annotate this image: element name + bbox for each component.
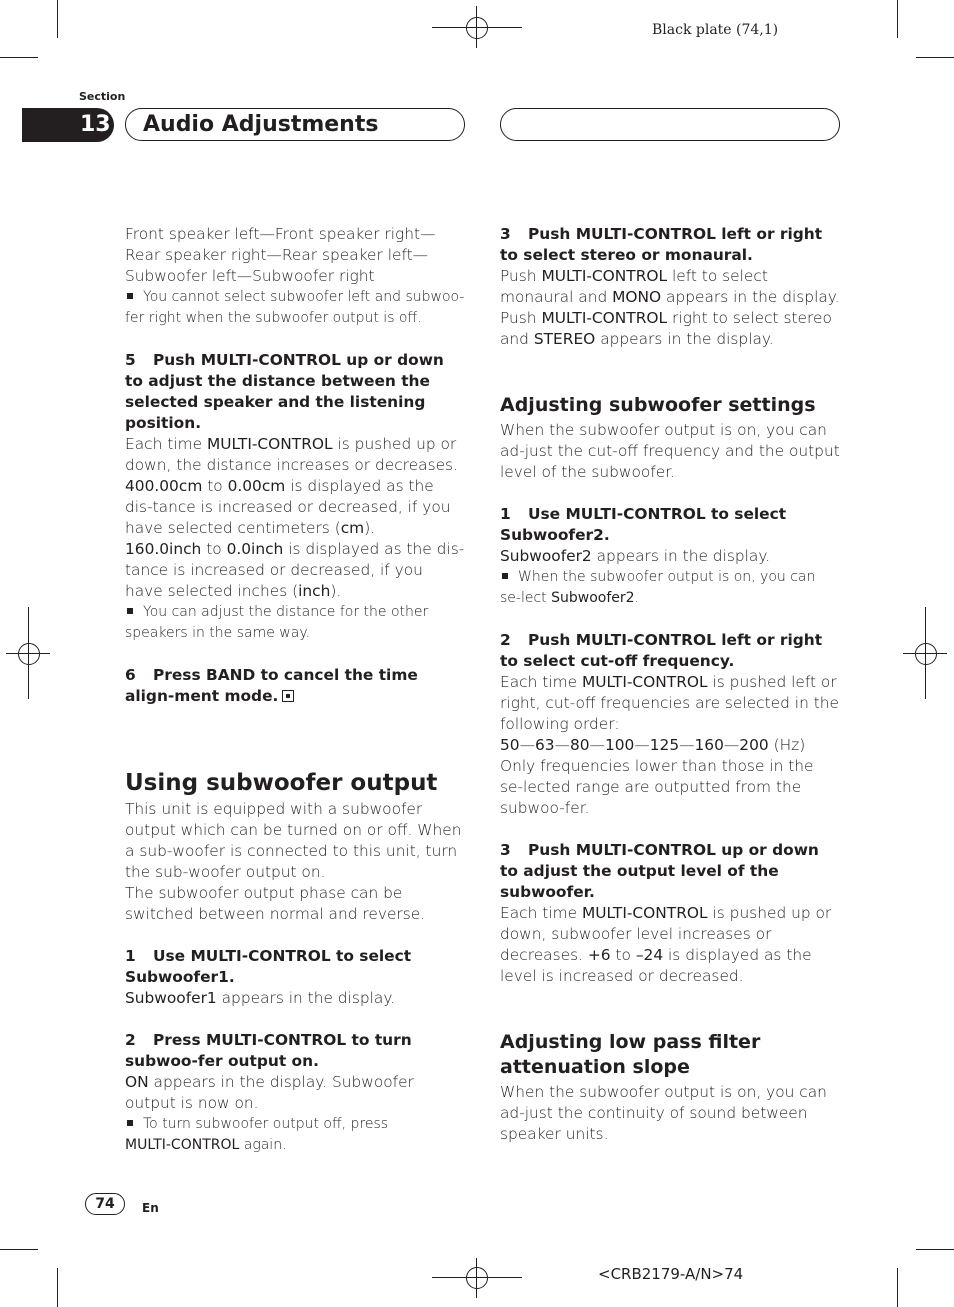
step-body: Push MULTI-CONTROL left to select monaural and MONO appears in the display. Push MULTI-CONTROL right to select stereo and STEREO appears in the display. [500,267,840,348]
crop-mark [57,0,58,38]
right-column [500,224,840,1145]
header-empty-box [500,108,840,141]
end-mark-icon [282,690,294,702]
registration-mark-left [28,607,29,699]
section-title: Audio Adjustments [143,112,379,137]
crop-mark [916,57,954,58]
registration-mark-right [925,607,926,699]
step-body: Only frequencies lower than those in the se-lected range are outputted from the subwoo-fer. [500,757,814,817]
crop-mark [57,1268,58,1307]
step-body: 400.00cm to 0.00cm is displayed as the dis-tance is increased or decreased, if you have selected centimeters (cm). [125,477,451,537]
paragraph: When the subwoofer output is on, you can ad-just the continuity of sound between speaker units. [500,1083,827,1143]
crop-mark [897,0,898,38]
bullet-square-icon [127,608,133,614]
speaker-order-text: Front speaker left—Front speaker right—Rear speaker right—Rear speaker left—Subwoofer left—Subwoofer right [125,225,436,285]
crop-mark [916,1249,954,1250]
note: To turn subwoofer output off, press MULTI-CONTROL again. [125,1116,389,1153]
frequency-list: 50—63—80—100—125—160—200 (Hz) [500,736,806,754]
step-body: Each time MULTI-CONTROL is pushed up or down, subwoofer level increases or decreases. +6 to –24 is displayed as the level is increased or decreased. [500,904,832,985]
crop-mark [0,1249,38,1250]
subsection-heading: Adjusting low pass filter attenuation slope [500,1031,761,1078]
step-body: Each time MULTI-CONTROL is pushed up or down, the distance increases or decreases. [125,435,458,474]
paragraph: The subwoofer output phase can be switched between normal and reverse. [125,884,426,923]
registration-mark-bottom [476,1258,477,1298]
language-code: En [142,1201,159,1215]
bullet-square-icon [127,1120,133,1126]
step-heading: 2 Press MULTI-CONTROL to turn subwoo-fer output on. [125,1031,412,1070]
crop-mark [897,1268,898,1307]
step-heading: 1 Use MULTI-CONTROL to select Subwoofer1. [125,947,412,986]
step-body: 160.0inch to 0.0inch is displayed as the dis-tance is increased or decreased, if you have selected inches (inch). [125,540,465,600]
bullet-square-icon [127,293,133,299]
step-body: ON appears in the display. Subwoofer output is now on. [125,1073,414,1112]
step-heading: 5 Push MULTI-CONTROL up or down to adjust the distance between the selected speaker and the listening position. [125,351,444,432]
section-label: Section [79,90,126,103]
step-heading: 6 Press BAND to cancel the time align-ment mode. [125,666,418,705]
step-heading: 1 Use MULTI-CONTROL to select Subwoofer2. [500,505,787,544]
bullet-square-icon [502,573,508,579]
crop-mark [0,57,38,58]
registration-mark-top [476,6,477,48]
section-number-tab: 13 [22,108,114,142]
section-heading: Using subwoofer output [125,770,438,796]
document-code: <CRB2179-A/N>74 [598,1265,744,1283]
step-body: Each time MULTI-CONTROL is pushed left or right, cut-off frequencies are selected in the following order: [500,673,839,733]
plate-label: Black plate (74,1) [652,22,779,38]
registration-mark-top [466,17,488,39]
left-column [125,224,465,1156]
step-body: Subwoofer1 appears in the display. [125,989,396,1007]
paragraph: This unit is equipped with a subwoofer output which can be turned on or off. When a sub-woofer is connected to this unit, turn the sub-woofer output on. [125,800,462,881]
note: You can adjust the distance for the other speakers in the same way. [125,604,429,641]
subsection-heading: Adjusting subwoofer settings [500,394,816,416]
page-number: 74 [85,1193,125,1215]
step-heading: 3 Push MULTI-CONTROL up or down to adjust the output level of the subwoofer. [500,841,819,901]
note: When the subwoofer output is on, you can se-lect Subwoofer2. [500,569,816,606]
step-heading: 2 Push MULTI-CONTROL left or right to select cut-off frequency. [500,631,823,670]
registration-mark-top [432,27,522,28]
paragraph: When the subwoofer output is on, you can ad-just the cut-off frequency and the output level of the subwoofer. [500,421,840,481]
step-heading: 3 Push MULTI-CONTROL left or right to select stereo or monaural. [500,225,823,264]
step-body: Subwoofer2 appears in the display. [500,547,771,565]
registration-mark-bottom [466,1267,488,1289]
registration-mark-left [18,643,40,665]
section-title-box [125,108,465,141]
note: You cannot select subwoofer left and subwoo-fer right when the subwoofer output is off. [125,289,465,326]
registration-mark-bottom [432,1277,522,1278]
registration-mark-right [915,643,937,665]
